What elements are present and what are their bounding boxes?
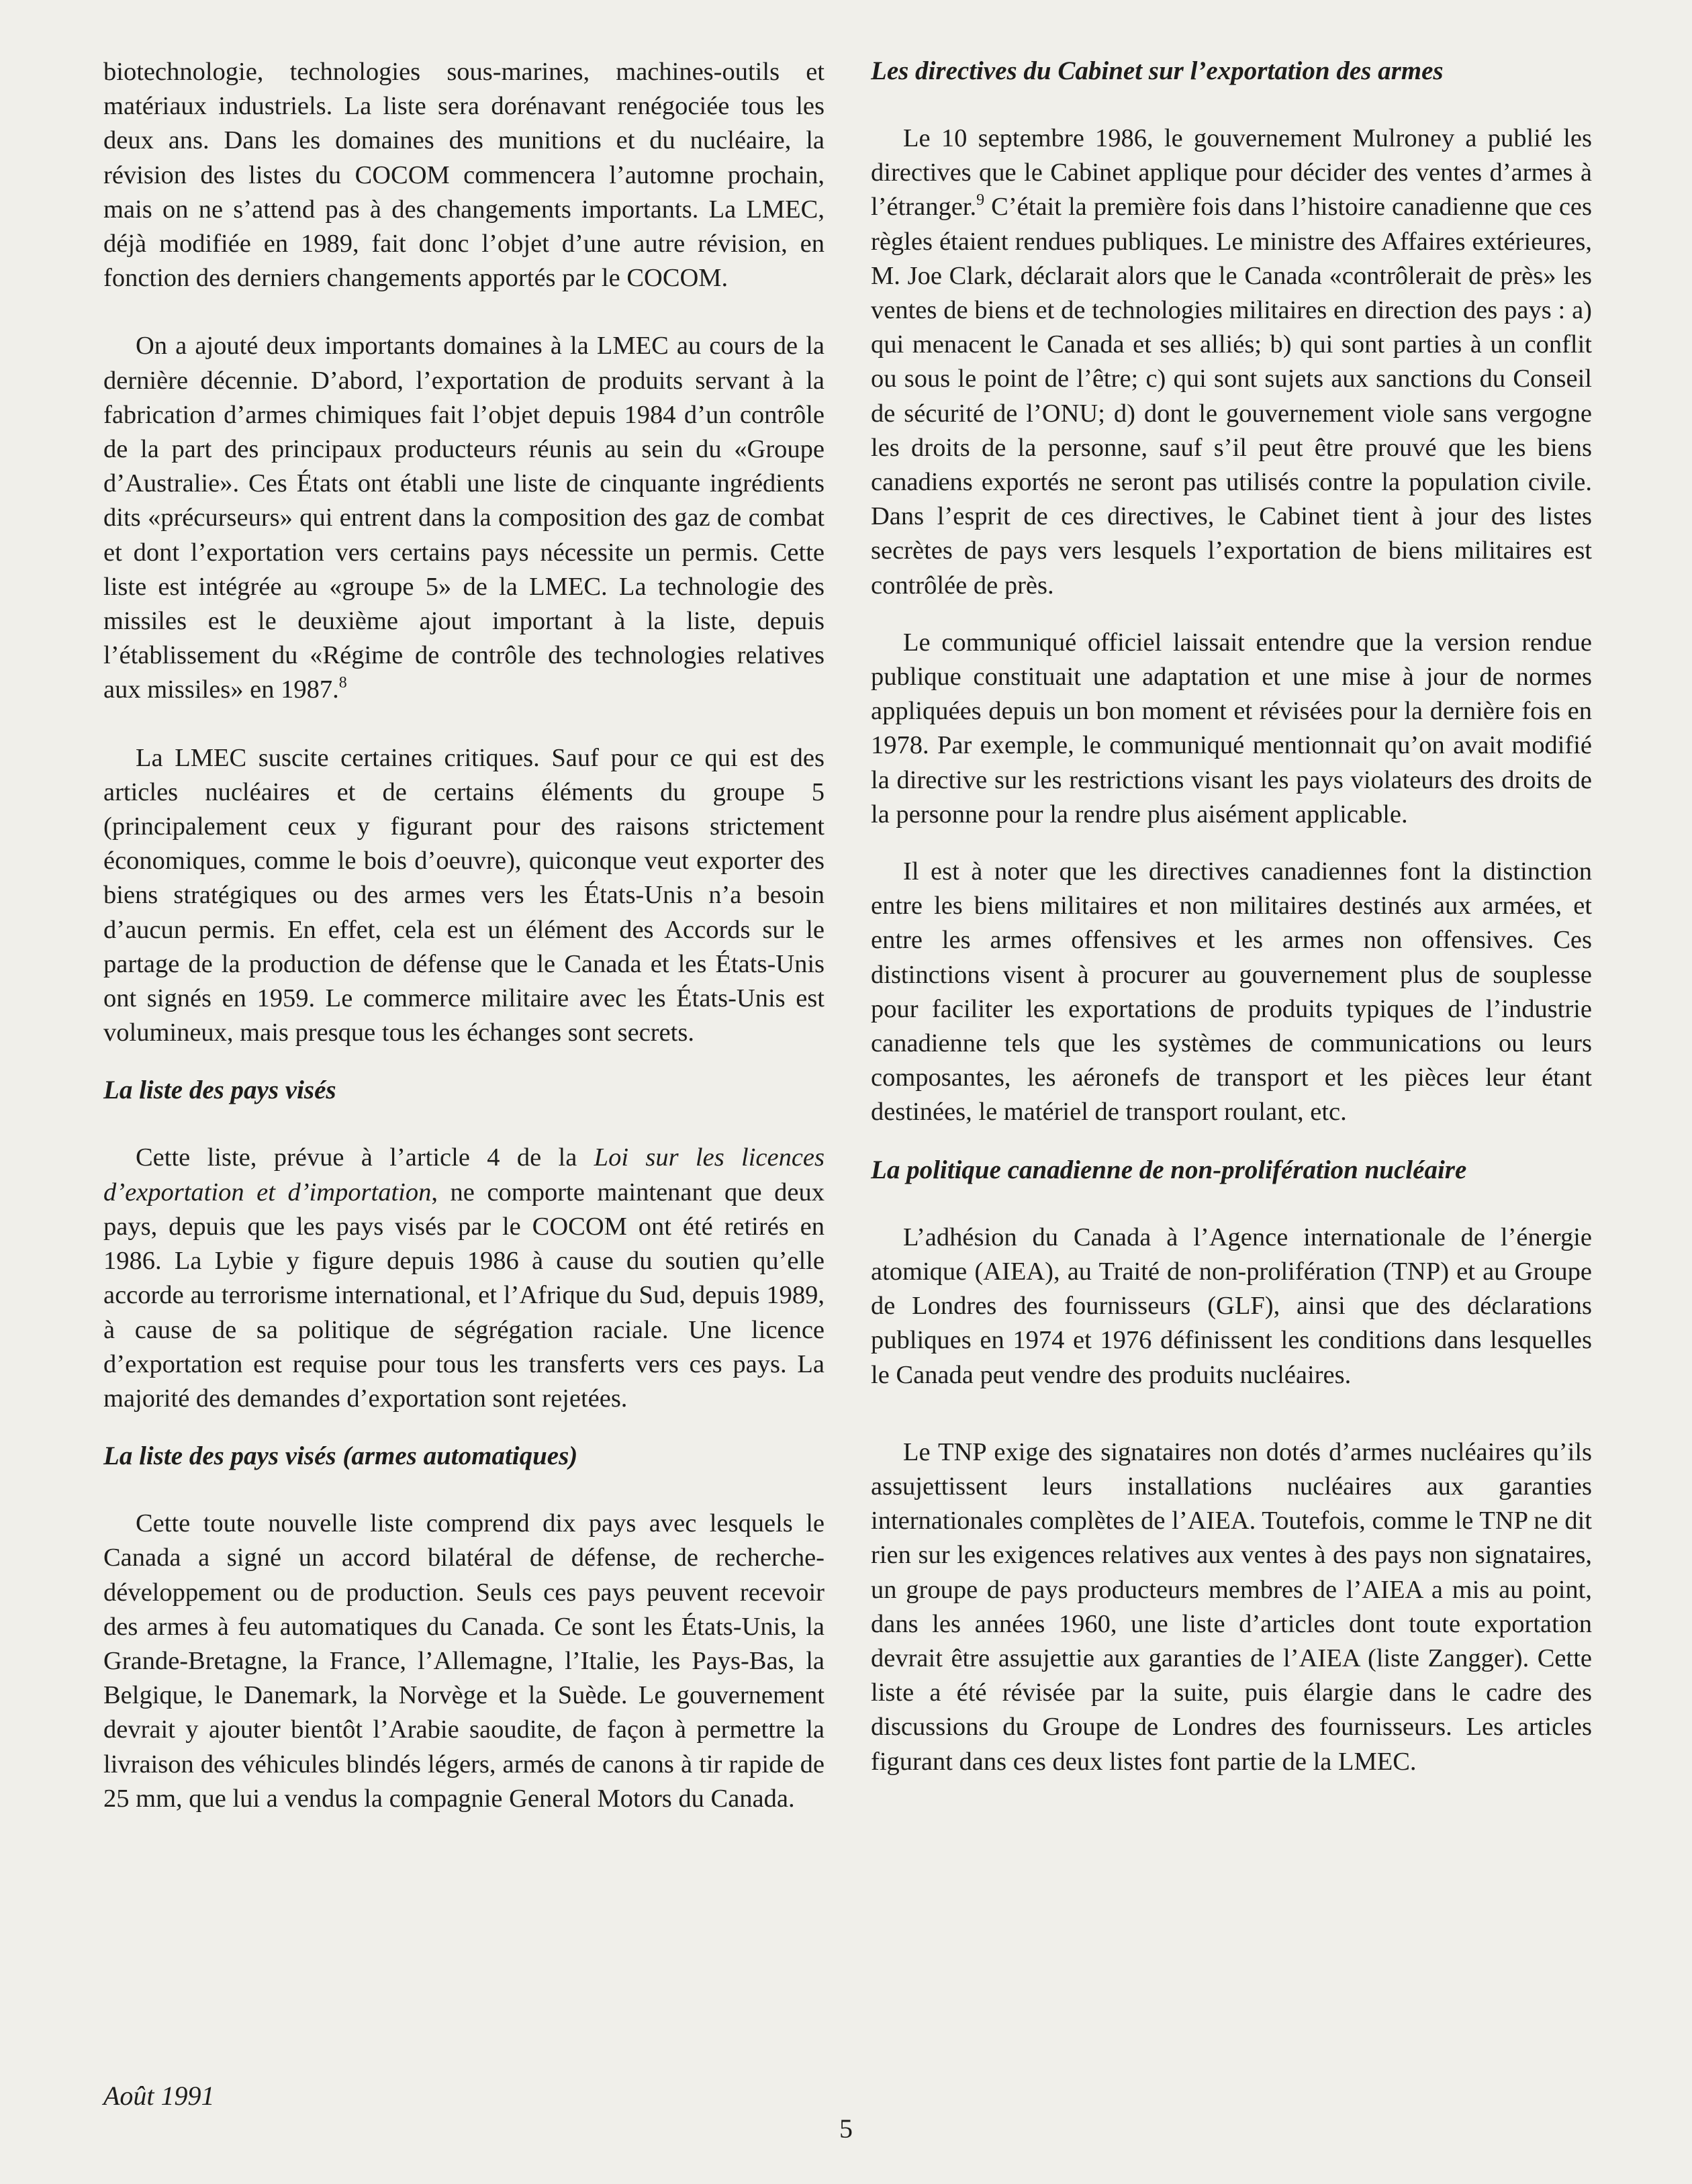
paragraph: biotechnologie, technologies sous-marines, machines-outils et matériaux industriels. La liste sera dorénavant renégociée tous les deux ans. Dans les domaines des munitions et du nucléaire, la révision des listes du COCOM commencera l’automne prochain, mais on ne s’attend pas à des changements importants. La LMEC, déjà modifiée en 1989, fait donc l’objet d’une autre révision, en fonction des derniers changements apportés par le COCOM. — [103, 58, 825, 293]
paragraph: Le communiqué officiel laissait entendre que la version rendue publique constituait une adaptation et une mise à jour de normes appliquées depuis un bon moment et révisées pour la dernière fois en 1978. Par exemple, le communiqué mentionnait qu’on avait modifié la directive sur les restrictions visant les pays violateurs des droits de la personne pour la rendre plus aisément applicable. — [871, 628, 1592, 828]
law-title: Loi sur les licences d’exportation et d’importation — [103, 1143, 825, 1206]
paragraph: L’adhésion du Canada à l’Agence internationale de l’énergie atomique (AIEA), au Traité de non-prolifération (TNP) et au Groupe de Londres des fournisseurs (GLF), ainsi que des déclarations publiques en 1974 et 1976 définissent les conditions dans lesquelles le Canada peut vendre des produits nucléaires. — [871, 1223, 1592, 1389]
section-heading: La liste des pays visés (armes automatiques) — [103, 1441, 578, 1471]
left-column — [103, 55, 825, 1816]
section-heading: La liste des pays visés — [103, 1076, 336, 1105]
section-heading: Les directives du Cabinet sur l’exportation des armes — [871, 56, 1444, 85]
footnote-ref: 8 — [338, 674, 347, 692]
paragraph-text: , ne comporte maintenant que deux pays, depuis que les pays visés par le COCOM ont été retirés en 1986. La Lybie y figure depuis 1986 à cause du soutien qu’elle accorde au terrorisme international, et l’Afrique du Sud, depuis 1989, à cause de sa politique de ségrégation raciale. Une licence d’exportation est requise pour tous les transferts vers ces pays. La majorité des demandes d’exportation sont rejetées. — [103, 1178, 825, 1413]
paragraph-text: C’était la première fois dans l’histoire canadienne que ces règles étaient rendues publiques. Le ministre des Affaires extérieures, M. Joe Clark, déclarait alors que le Canada «contrôlerait de près» les ventes de biens et de technologies militaires en direction des pays : a) qui menacent le Canada et ses alliés; b) qui sont parties à un conflit ou sous le point de l’être; c) qui sont sujets aux sanctions du Conseil de sécurité de l’ONU; d) dont le gouvernement viole sans vergogne les droits de la personne, sauf s’il peut être prouvé que les biens canadiens exportés ne seront pas utilisés contre la population civile. Dans l’esprit de ces directives, le Cabinet tient à jour des listes secrètes de pays vers lesquels l’exportation de biens militaires est contrôlée de près. — [871, 193, 1592, 600]
paragraph: Il est à noter que les directives canadiennes font la distinction entre les biens militaires et non militaires destinés aux armées, et entre les armes offensives et les armes non offensives. Ces distinctions visent à procurer au gouvernement plus de souplesse pour faciliter les exportations de produits typiques de l’industrie canadienne tels que les systèmes de communications ou leurs composantes, les aéronefs de transport et les pièces leur étant destinées, le matériel de transport roulant, etc. — [871, 857, 1592, 1127]
paragraph — [103, 329, 825, 707]
paragraph: Cette toute nouvelle liste comprend dix pays avec lesquels le Canada a signé un accord bilatéral de défense, de recherche-développement ou de production. Seuls ces pays peuvent recevoir des armes à feu automatiques du Canada. Ce sont les États-Unis, la Grande-Bretagne, la France, l’Allemagne, l’Italie, les Pays-Bas, la Belgique, le Danemark, la Norvège et la Suède. Le gouvernement devrait y ajouter bientôt l’Arabie saoudite, de façon à permettre la livraison des véhicules blindés légers, armés de canons à tir rapide de 25 mm, que lui a vendus la compagnie General Motors du Canada. — [103, 1509, 825, 1813]
footnote-ref: 9 — [976, 191, 985, 209]
paragraph-text: Le 10 septembre 1986, le gouvernement Mulroney a publié les directives que le Cabinet applique pour décider des ventes d’armes à l’étranger. — [871, 124, 1592, 222]
paragraph: La LMEC suscite certaines critiques. Sauf pour ce qui est des articles nucléaires et de certains éléments du groupe 5 (principalement ceux y figurant pour des raisons strictement économiques, comme le bois d’oeuvre), quiconque veut exporter des biens stratégiques ou des armes vers les États-Unis n’a besoin d’aucun permis. En effet, cela est un élément des Accords sur le partage de la production de défense que le Canada et les États-Unis ont signés en 1959. Le commerce militaire avec les États-Unis est volumineux, mais presque tous les échanges sont secrets. — [103, 743, 825, 1047]
section-heading: La politique canadienne de non-prolifération nucléaire — [871, 1155, 1467, 1184]
paragraph-text: On a ajouté deux importants domaines à la LMEC au cours de la dernière décennie. D’abord, l’exportation de produits servant à la fabrication d’armes chimiques fait l’objet depuis 1984 d’un contrôle de la part des principaux producteurs réunis au sein du «Groupe d’Australie». Ces États ont établi une liste de cinquante ingrédients dits «précurseurs» qui entrent dans la composition des gaz de combat et dont l’exportation vers certains pays nécessite un permis. Cette liste est intégrée au «groupe 5» de la LMEC. La technologie des missiles est le deuxième ajout important à la liste, depuis l’établissement du «Régime de contrôle des technologies relatives aux missiles» en 1987. — [103, 332, 825, 704]
page-number: 5 — [839, 2114, 853, 2144]
paragraph: Le TNP exige des signataires non dotés d’armes nucléaires qu’ils assujettissent leurs installations nucléaires aux garanties internationales complètes de l’AIEA. Toutefois, comme le TNP ne dit rien sur les exigences relatives aux ventes à des pays non signataires, un groupe de pays producteurs membres de l’AIEA a mis au point, dans les années 1960, une liste d’articles dont toute exportation devrait être assujettie aux garanties de l’AIEA (liste Zangger). Cette liste a été révisée par la suite, puis élargie dans le cadre des discussions du Groupe de Londres des fournisseurs. Les articles figurant dans ces deux listes font partie de la LMEC. — [871, 1437, 1592, 1776]
footer-date: Août 1991 — [103, 2081, 215, 2111]
paragraph — [103, 1141, 825, 1416]
paragraph — [871, 122, 1592, 603]
paragraph-text: Cette liste, prévue à l’article 4 de la — [136, 1143, 594, 1172]
right-column — [871, 54, 1592, 1779]
